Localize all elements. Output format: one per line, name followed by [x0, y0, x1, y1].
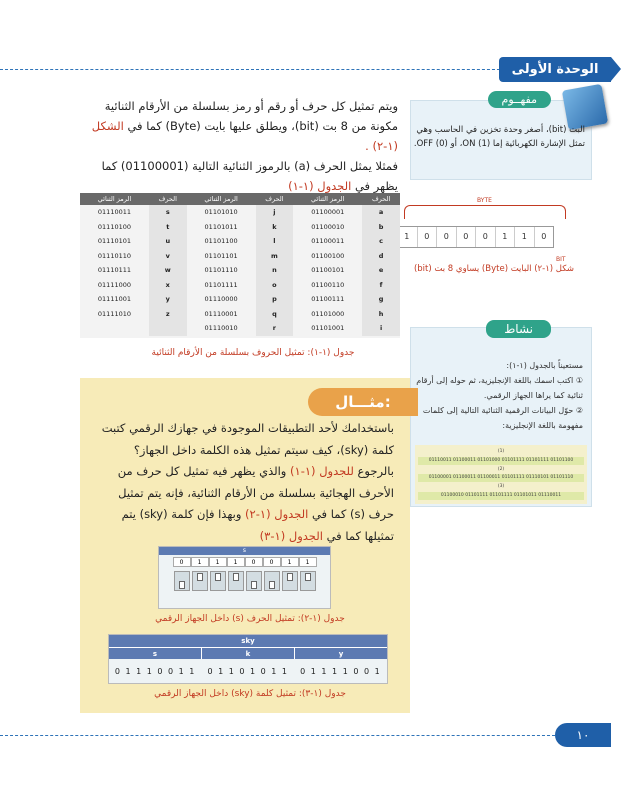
switch-icon: [264, 571, 280, 591]
table-row: [80, 263, 400, 278]
binary-cell: 01101011: [204, 222, 238, 231]
letter-cell: x: [149, 278, 187, 293]
bit-cell: 0: [534, 227, 554, 247]
binary-cell: 01110000: [204, 295, 238, 304]
binary-cell: 01101111: [204, 280, 238, 289]
table-ref[interactable]: الجدول (١-٢): [245, 507, 309, 521]
example-text: باستخدامك لأحد التطبيقات الموجودة في جهازك الرقمي كتبت كلمة (sky)، كيف سيتم تمثيل هذه الكلمة داخل الجهاز؟ بالرجوع للجدول (١-١) والذي يظهر فيه تمثيل كل حرف من الأحرف الهجائية بسلسلة من الأرقام الثنائية، فإنه يتم تمثيل حرف (s) كما في الجدول (١-٢) وبهذا فإن كلمة (sky) يتم تمثيلها كما في الجدول (١-٣): [101, 421, 394, 543]
sky-letter: s: [152, 650, 158, 658]
letter-cell: h: [362, 307, 400, 322]
table-row: [80, 234, 400, 249]
bit-cell: 0: [456, 227, 476, 247]
switch-icon: [174, 571, 190, 591]
concept-box: [410, 93, 592, 180]
sky-figure-caption: جدول (١-٣): تمثيل كلمة (sky) داخل الجهاز الرقمي: [154, 689, 346, 699]
binary-cell: 01101101: [204, 251, 238, 260]
intro-line: ويتم تمثيل كل حرف أو رقم أو رمز بسلسلة من الأرقام الثنائية: [104, 99, 398, 113]
switch-icon: [300, 571, 316, 591]
s-letter-figure: [158, 546, 331, 609]
unit-title: الوحدة الأولى: [499, 57, 611, 82]
binary-strip: 01100010 01101111 01101111 01101011 01110011: [418, 492, 584, 500]
binary-cell: 01100011: [311, 237, 345, 246]
bit-cell: 0: [417, 227, 437, 247]
binary-cell: 01110101: [97, 237, 131, 246]
letter-cell: p: [256, 292, 294, 307]
s-bit-cell: 1: [209, 557, 227, 567]
table-row: [80, 278, 400, 293]
letter-cell: r: [256, 321, 294, 336]
letter-cell: i: [362, 321, 400, 336]
binary-cell: 01101100: [204, 237, 238, 246]
sky-bits: 0 1 1 1 1 0 0 1: [300, 667, 382, 676]
bit-cell: 1: [514, 227, 534, 247]
s-bit-cell: 0: [245, 557, 263, 567]
strip-label: (2): [497, 466, 505, 472]
bit-label: BIT: [556, 256, 566, 263]
table-ref[interactable]: الجدول (١-١): [288, 179, 352, 193]
letter-table-caption: جدول (١-١): تمثيل الحروف بسلسلة من الأرقام الثنائية: [151, 348, 355, 358]
intro-line: فمثلا يمثل الحرف (a) بالرموز الثنائية التالية (01100001) كما: [101, 159, 398, 173]
switch-icon: [246, 571, 262, 591]
letter-cell: g: [362, 292, 400, 307]
intro-line: مكونة من 8 بت (bit)، ويطلق عليها بايت (Byte) كما في الشكل (١-٢) .: [91, 119, 398, 153]
bit-cell: 0: [475, 227, 495, 247]
binary-cell: 01101001: [311, 324, 345, 333]
letter-cell: j: [256, 205, 294, 220]
letter-cell: v: [149, 249, 187, 264]
binary-cell: 01100100: [311, 251, 345, 260]
binary-cell: 01110001: [204, 309, 238, 318]
s-bit-cell: 0: [263, 557, 281, 567]
activity-box: [410, 322, 592, 507]
table-header: الرمز الثنائي: [187, 193, 256, 205]
binary-strip: 01100001 01100011 01100011 01101111 01110101 01101110: [418, 474, 584, 482]
binary-cell: 01100110: [311, 280, 345, 289]
letter-cell: t: [149, 220, 187, 235]
table-header: الحرف: [362, 193, 400, 205]
byte-figure-caption: شكل (١-٢) البايت (Byte) يساوي 8 بت (bit): [413, 264, 575, 274]
table-header: الرمز الثنائي: [293, 193, 362, 205]
s-figure-title: s: [159, 547, 330, 555]
activity-intro: مستعيناً بالجدول (١-١):: [506, 361, 583, 370]
table-header: الحرف: [149, 193, 187, 205]
letter-cell: s: [149, 205, 187, 220]
letter-cell: q: [256, 307, 294, 322]
table-ref[interactable]: الجدول (١-٣): [259, 528, 323, 543]
table-ref[interactable]: للجدول (١-١): [290, 464, 354, 478]
binary-cell: [80, 321, 149, 336]
letter-cell: l: [256, 234, 294, 249]
example-box: [80, 378, 410, 713]
s-figure-caption: جدول (١-٢): تمثيل الحرف (s) داخل الجهاز الرقمي: [155, 614, 345, 624]
table-header: الرمز الثنائي: [80, 193, 149, 205]
switch-icon: [192, 571, 208, 591]
s-bit-cell: 1: [191, 557, 209, 567]
figure-ref[interactable]: الشكل (١-٢) .: [91, 119, 398, 153]
bit-cell: 0: [436, 227, 456, 247]
byte-bits: [396, 226, 554, 248]
letter-cell: u: [149, 234, 187, 249]
binary-cell: 01110100: [97, 222, 131, 231]
table-row: [80, 249, 400, 264]
table-row: [80, 321, 400, 336]
strip-label: (1): [497, 449, 505, 454]
activity-step: ① اكتب اسمك باللغة الإنجليزية، ثم حوله إلى أرقام ثنائية كما يراها الجهاز الرقمي.: [416, 376, 583, 400]
binary-cell: 01111001: [97, 295, 131, 304]
binary-cell: 01110010: [204, 324, 238, 333]
letter-cell: f: [362, 278, 400, 293]
letter-cell: e: [362, 263, 400, 278]
binary-strip: 01110011 01100011 01101000 01101111 01101111 01101100: [418, 457, 584, 465]
concept-heading: مفهــوم: [488, 91, 551, 108]
letter-cell: n: [256, 263, 294, 278]
letter-cell: k: [256, 220, 294, 235]
s-bit-cell: 0: [173, 557, 191, 567]
binary-cell: 01101010: [204, 208, 238, 217]
letter-cell: y: [149, 292, 187, 307]
intro-paragraph: [84, 96, 398, 196]
footer-divider: [0, 735, 555, 736]
letter-cell: w: [149, 263, 187, 278]
bit-cell: 1: [495, 227, 515, 247]
byte-label: BYTE: [477, 197, 492, 204]
binary-cell: 01111010: [97, 309, 131, 318]
letter-cell: o: [256, 278, 294, 293]
header-divider: [0, 69, 505, 70]
letter-cell: z: [149, 307, 187, 322]
concept-text: البت (bit)، أصغر وحدة تخزين في الحاسب وهي تمثل الإشارة الكهربائية إما ON (1)، أو OFF (0).: [413, 125, 585, 149]
table-row: [80, 292, 400, 307]
page-number: ١٠: [555, 723, 611, 747]
activity-step: ② حوّل البيانات الرقمية الثنائية التالية إلى كلمات مفهومة باللغة الإنجليزية:: [422, 406, 583, 430]
binary-cell: 01110110: [97, 251, 131, 260]
sky-bits: 0 1 1 1 0 0 1 1: [114, 667, 196, 676]
letter-cell: b: [362, 220, 400, 235]
binary-cell: 01110111: [97, 266, 131, 275]
sky-bits: 0 1 1 0 1 0 1 1: [207, 667, 289, 676]
letter-cell: m: [256, 249, 294, 264]
s-bit-cell: 1: [299, 557, 317, 567]
sky-word-figure: [108, 634, 388, 684]
switch-icon: [228, 571, 244, 591]
binary-cell: 01100001: [311, 208, 345, 217]
binary-cell: 01100111: [311, 295, 345, 304]
switch-icon: [210, 571, 226, 591]
binary-cell: 01101110: [204, 266, 238, 275]
binary-cell: 01100101: [311, 266, 345, 275]
s-bit-cell: 1: [281, 557, 299, 567]
binary-cell: 01111000: [97, 280, 131, 289]
letter-table: [80, 193, 400, 338]
intro-line: يظهر في الجدول (١-١): [288, 179, 398, 193]
bit-cell: 1: [397, 227, 417, 247]
byte-brace: [404, 205, 566, 219]
activity-binary-strips: [415, 445, 587, 504]
strip-label: (3): [497, 484, 505, 489]
binary-cell: 01110011: [97, 208, 131, 217]
sky-figure-title: sky: [109, 635, 387, 647]
table-row: [80, 307, 400, 322]
letter-cell: a: [362, 205, 400, 220]
activity-text: [413, 358, 583, 433]
letter-cell: d: [362, 249, 400, 264]
sky-letter: y: [294, 648, 387, 659]
table-header: الحرف: [256, 193, 294, 205]
table-row: [80, 205, 400, 220]
activity-heading: نشاط: [486, 320, 551, 338]
example-heading: مثـــال:: [308, 388, 418, 416]
letter-cell: [149, 321, 187, 336]
s-bit-cell: 1: [227, 557, 245, 567]
sky-letter: k: [201, 648, 294, 659]
binary-cell: 01101000: [311, 309, 345, 318]
letter-cell: c: [362, 234, 400, 249]
table-row: [80, 220, 400, 235]
switch-icon: [282, 571, 298, 591]
binary-cell: 01100010: [311, 222, 345, 231]
